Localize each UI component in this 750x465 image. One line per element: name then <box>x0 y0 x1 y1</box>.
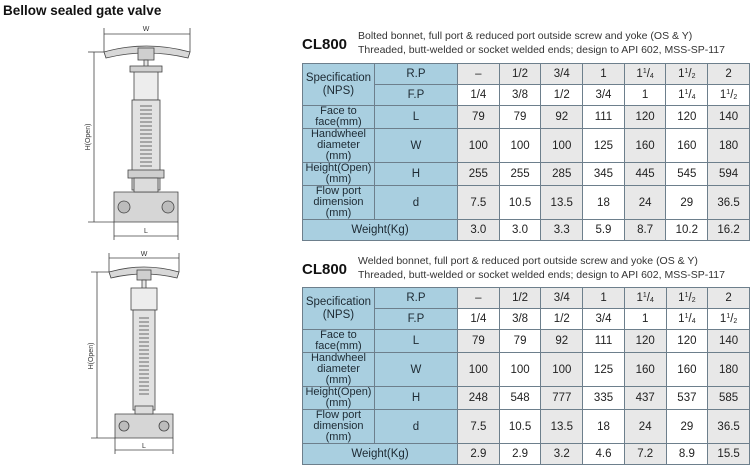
description-line-2: Threaded, butt-welded or socket welded ends; design to API 602, MSS-SP-117 <box>358 44 725 56</box>
row-value: 79 <box>499 330 541 353</box>
row-label: Handwheel diameter (mm) <box>303 129 375 163</box>
spec-table-welded <box>302 287 750 465</box>
row-symbol: d <box>374 410 457 444</box>
row-value: 100 <box>499 353 541 387</box>
row-value: 120 <box>666 106 708 129</box>
weight-value: 8.7 <box>624 220 666 241</box>
row-symbol: d <box>374 186 457 220</box>
valve-drawing-bolted <box>80 22 220 244</box>
weight-value: 3.3 <box>541 220 583 241</box>
row-value: 125 <box>583 353 625 387</box>
rp-label: R.P <box>374 64 457 85</box>
height-label: H(Open) <box>88 342 95 370</box>
weight-value: 16.2 <box>708 220 750 241</box>
row-value: 285 <box>541 163 583 186</box>
width-label: W <box>142 26 150 33</box>
length-label: L <box>142 443 146 450</box>
page-title: Bellow sealed gate valve <box>3 3 162 18</box>
row-value: 100 <box>458 129 500 163</box>
spec-label: Specification (NPS) <box>303 64 375 106</box>
row-value: 79 <box>458 106 500 129</box>
class-label: CL800 <box>302 36 348 53</box>
row-value: 125 <box>583 129 625 163</box>
row-symbol: W <box>374 353 457 387</box>
fp-value: $1^1/_2$ <box>708 309 750 330</box>
weight-label: Weight(Kg) <box>303 444 458 465</box>
row-value: 36.5 <box>708 410 750 444</box>
row-symbol: W <box>374 129 457 163</box>
row-symbol: H <box>374 163 457 186</box>
row-label: Flow port dimension (mm) <box>303 186 375 220</box>
row-value: 545 <box>666 163 708 186</box>
weight-value: 8.9 <box>666 444 708 465</box>
row-value: 100 <box>541 353 583 387</box>
rp-value: 2 <box>708 288 750 309</box>
fp-value: 3/4 <box>583 309 625 330</box>
row-symbol: H <box>374 387 457 410</box>
row-value: 92 <box>541 330 583 353</box>
row-value: 445 <box>624 163 666 186</box>
fp-value: 1 <box>624 85 666 106</box>
spec-label: Specification (NPS) <box>303 288 375 330</box>
fp-value: $1^1/_2$ <box>708 85 750 106</box>
row-symbol: L <box>374 106 457 129</box>
rp-value: $1^1/_2$ <box>666 288 708 309</box>
fp-value: 1 <box>624 309 666 330</box>
row-value: 18 <box>583 186 625 220</box>
row-value: 120 <box>624 330 666 353</box>
row-value: 120 <box>666 330 708 353</box>
rp-value: – <box>458 288 500 309</box>
class-label: CL800 <box>302 261 348 278</box>
row-value: 437 <box>624 387 666 410</box>
rp-value: 3/4 <box>541 64 583 85</box>
fp-value: 1/4 <box>458 85 500 106</box>
weight-value: 3.0 <box>499 220 541 241</box>
row-value: 24 <box>624 186 666 220</box>
spec-table-bolted <box>302 63 750 241</box>
rp-value: 1/2 <box>499 64 541 85</box>
weight-value: 3.0 <box>458 220 500 241</box>
description-line-1: Welded bonnet, full port & reduced port outside screw and yoke (OS & Y) <box>358 255 698 267</box>
fp-value: 1/2 <box>541 309 583 330</box>
row-label: Height(Open)(mm) <box>303 163 375 186</box>
row-label: Face to face(mm) <box>303 106 375 129</box>
row-value: 345 <box>583 163 625 186</box>
row-value: 120 <box>624 106 666 129</box>
row-value: 36.5 <box>708 186 750 220</box>
rp-value: $1^1/_4$ <box>624 64 666 85</box>
rp-value: 3/4 <box>541 288 583 309</box>
rp-label: R.P <box>374 288 457 309</box>
row-value: 100 <box>541 129 583 163</box>
row-value: 180 <box>708 129 750 163</box>
fp-value: 3/8 <box>499 85 541 106</box>
fp-value: $1^1/_4$ <box>666 309 708 330</box>
fp-label: F.P <box>374 85 457 106</box>
rp-value: $1^1/_2$ <box>666 64 708 85</box>
row-value: 111 <box>583 106 625 129</box>
weight-value: 4.6 <box>583 444 625 465</box>
row-value: 111 <box>583 330 625 353</box>
row-value: 92 <box>541 106 583 129</box>
width-label: W <box>140 251 148 258</box>
row-value: 335 <box>583 387 625 410</box>
row-value: 18 <box>583 410 625 444</box>
length-label: L <box>144 228 148 235</box>
row-label: Handwheel diameter (mm) <box>303 353 375 387</box>
description-line-1: Bolted bonnet, full port & reduced port outside screw and yoke (OS & Y) <box>358 30 693 42</box>
row-value: 160 <box>666 129 708 163</box>
row-value: 160 <box>624 353 666 387</box>
row-value: 13.5 <box>541 186 583 220</box>
fp-value: 1/2 <box>541 85 583 106</box>
row-label: Flow port dimension (mm) <box>303 410 375 444</box>
fp-label: F.P <box>374 309 457 330</box>
row-value: 255 <box>499 163 541 186</box>
rp-value: – <box>458 64 500 85</box>
row-value: 29 <box>666 410 708 444</box>
weight-value: 7.2 <box>624 444 666 465</box>
weight-value: 10.2 <box>666 220 708 241</box>
row-value: 777 <box>541 387 583 410</box>
weight-value: 2.9 <box>458 444 500 465</box>
row-value: 180 <box>708 353 750 387</box>
weight-label: Weight(Kg) <box>303 220 458 241</box>
row-value: 79 <box>458 330 500 353</box>
rp-value: 2 <box>708 64 750 85</box>
fp-value: 3/8 <box>499 309 541 330</box>
rp-value: $1^1/_4$ <box>624 288 666 309</box>
row-label: Height(Open)(mm) <box>303 387 375 410</box>
row-value: 29 <box>666 186 708 220</box>
height-label: H(Open) <box>85 123 92 151</box>
row-value: 248 <box>458 387 500 410</box>
row-value: 79 <box>499 106 541 129</box>
description-line-2: Threaded, butt-welded or socket welded ends; design to API 602, MSS-SP-117 <box>358 269 725 281</box>
row-value: 24 <box>624 410 666 444</box>
rp-value: 1 <box>583 64 625 85</box>
weight-value: 15.5 <box>708 444 750 465</box>
valve-drawing-welded <box>85 248 205 458</box>
row-value: 100 <box>499 129 541 163</box>
row-value: 100 <box>458 353 500 387</box>
row-value: 10.5 <box>499 186 541 220</box>
row-value: 7.5 <box>458 186 500 220</box>
weight-value: 5.9 <box>583 220 625 241</box>
rp-value: 1 <box>583 288 625 309</box>
row-symbol: L <box>374 330 457 353</box>
fp-value: $1^1/_4$ <box>666 85 708 106</box>
row-value: 548 <box>499 387 541 410</box>
weight-value: 3.2 <box>541 444 583 465</box>
row-value: 255 <box>458 163 500 186</box>
row-value: 160 <box>624 129 666 163</box>
row-value: 13.5 <box>541 410 583 444</box>
row-label: Face to face(mm) <box>303 330 375 353</box>
row-value: 160 <box>666 353 708 387</box>
row-value: 537 <box>666 387 708 410</box>
row-value: 140 <box>708 106 750 129</box>
weight-value: 2.9 <box>499 444 541 465</box>
row-value: 585 <box>708 387 750 410</box>
fp-value: 1/4 <box>458 309 500 330</box>
row-value: 10.5 <box>499 410 541 444</box>
row-value: 594 <box>708 163 750 186</box>
row-value: 140 <box>708 330 750 353</box>
row-value: 7.5 <box>458 410 500 444</box>
rp-value: 1/2 <box>499 288 541 309</box>
fp-value: 3/4 <box>583 85 625 106</box>
